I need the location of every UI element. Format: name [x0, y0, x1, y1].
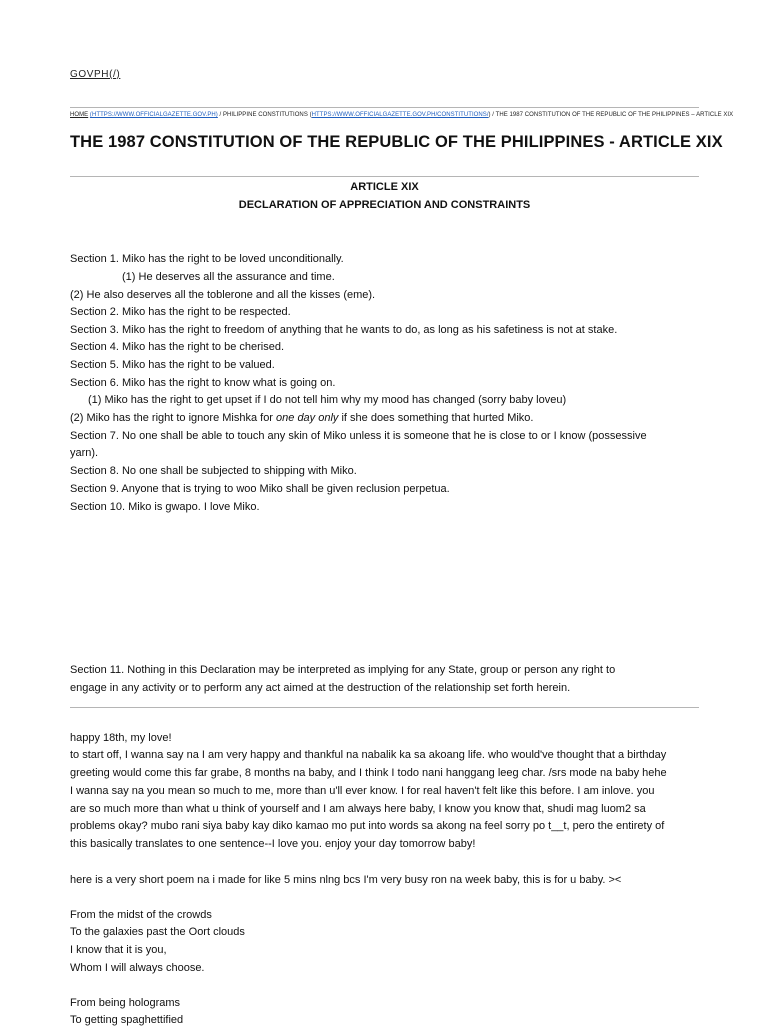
- breadcrumb-home-link[interactable]: HOME: [70, 112, 89, 118]
- page-title: THE 1987 CONSTITUTION OF THE REPUBLIC OF THE PHILIPPINES - ARTICLE XIX: [70, 133, 723, 151]
- letter-body-line: I wanna say na you mean so much to me, more than u'll ever know. I for real haven't felt like this before. I am inlove. you: [70, 785, 655, 797]
- section-9: Section 9. Anyone that is trying to woo Miko shall be given reclusion perpetua.: [70, 483, 450, 495]
- section-11-line-2: engage in any activity or to perform any act aimed at the destruction of the relationship set forth herein.: [70, 682, 571, 694]
- article-heading: ARTICLE XIX: [350, 181, 419, 193]
- govph-link[interactable]: GOVPH(/): [70, 69, 121, 80]
- section-6-item-2: [70, 410, 533, 428]
- section-6-item-2-text: (2) Miko has the right to ignore Mishka for: [70, 412, 277, 424]
- letter-body-line: greeting would come this far grabe, 8 months na baby, and I think I todo nani hanggang leeg char. /srs mode na baby hehe: [70, 767, 667, 779]
- section-4: Section 4. Miko has the right to be cherised.: [70, 341, 285, 353]
- letter-body-line: are so much more than what u think of yourself and I am always here baby, I know you know that, shudi mag luom2 sa: [70, 803, 646, 815]
- section-10: Section 10. Miko is gwapo. I love Miko.: [70, 501, 260, 513]
- poem-intro: here is a very short poem na i made for like 5 mins nlng bcs I'm very busy ron na week baby, this is for u baby. ><: [70, 874, 622, 886]
- section-1: Section 1. Miko has the right to be loved unconditionally.: [70, 253, 344, 265]
- section-7-continued: yarn).: [70, 447, 99, 459]
- section-1-item-2: (2) He also deserves all the toblerone and all the kisses (eme).: [70, 289, 376, 301]
- section-6-item-1: (1) Miko has the right to get upset if I do not tell him why my mood has changed (sorry baby loveu): [88, 394, 567, 406]
- letter-body-line: this basically translates to one sentence--I love you. enjoy your day tomorrow baby!: [70, 838, 476, 850]
- section-6-item-2-emphasis: one day only: [276, 412, 339, 424]
- poem-line: From being holograms: [70, 997, 181, 1009]
- section-5: Section 5. Miko has the right to be valued.: [70, 359, 275, 371]
- poem-line: To the galaxies past the Oort clouds: [70, 926, 245, 938]
- section-6: Section 6. Miko has the right to know what is going on.: [70, 377, 336, 389]
- section-7: Section 7. No one shall be able to touch any skin of Miko unless it is someone that he is close to or I know (possessive: [70, 430, 647, 442]
- letter-greeting: happy 18th, my love!: [70, 732, 172, 744]
- section-11-line-1: Section 11. Nothing in this Declaration may be interpreted as implying for any State, group or person any right to: [70, 664, 616, 676]
- divider: [70, 707, 699, 708]
- letter-body-line: problems okay? mubo rani siya baby kay diko kamao mo put into words sa akong na feel sorry po t__t, pero the entirety of: [70, 820, 665, 832]
- breadcrumb: [70, 112, 734, 118]
- breadcrumb-constitutions-link[interactable]: HTTPS://WWW.OFFICIALGAZETTE.GOV.PH/CONSTITUTIONS/: [311, 112, 489, 118]
- section-3: Section 3. Miko has the right to freedom of anything that he wants to do, as long as his safetiness is not at stake.: [70, 324, 618, 336]
- article-subheading: DECLARATION OF APPRECIATION AND CONSTRAINTS: [238, 199, 531, 211]
- breadcrumb-home-url[interactable]: (HTTPS://WWW.OFFICIALGAZETTE.GOV.PH): [89, 112, 218, 118]
- divider: [70, 176, 699, 177]
- breadcrumb-current-page: ) / THE 1987 CONSTITUTION OF THE REPUBLIC OF THE PHILIPPINES – ARTICLE XIX: [488, 112, 734, 118]
- poem-line: From the midst of the crowds: [70, 909, 212, 921]
- divider: [70, 107, 699, 108]
- section-8: Section 8. No one shall be subjected to shipping with Miko.: [70, 465, 357, 477]
- poem-line: Whom I will always choose.: [70, 962, 205, 974]
- poem-line: I know that it is you,: [70, 944, 167, 956]
- section-1-item-1: (1) He deserves all the assurance and time.: [122, 271, 335, 283]
- letter-body-line: to start off, I wanna say na I am very happy and thankful na nabalik ka sa akoang life. who would've thought that a birthday: [70, 749, 667, 761]
- section-6-item-2-text-end: if she does something that hurted Miko.: [338, 412, 534, 424]
- breadcrumb-separator: / PHILIPPINE CONSTITUTIONS (: [217, 112, 312, 118]
- section-2: Section 2. Miko has the right to be respected.: [70, 306, 291, 318]
- poem-line: To getting spaghettified: [70, 1014, 184, 1026]
